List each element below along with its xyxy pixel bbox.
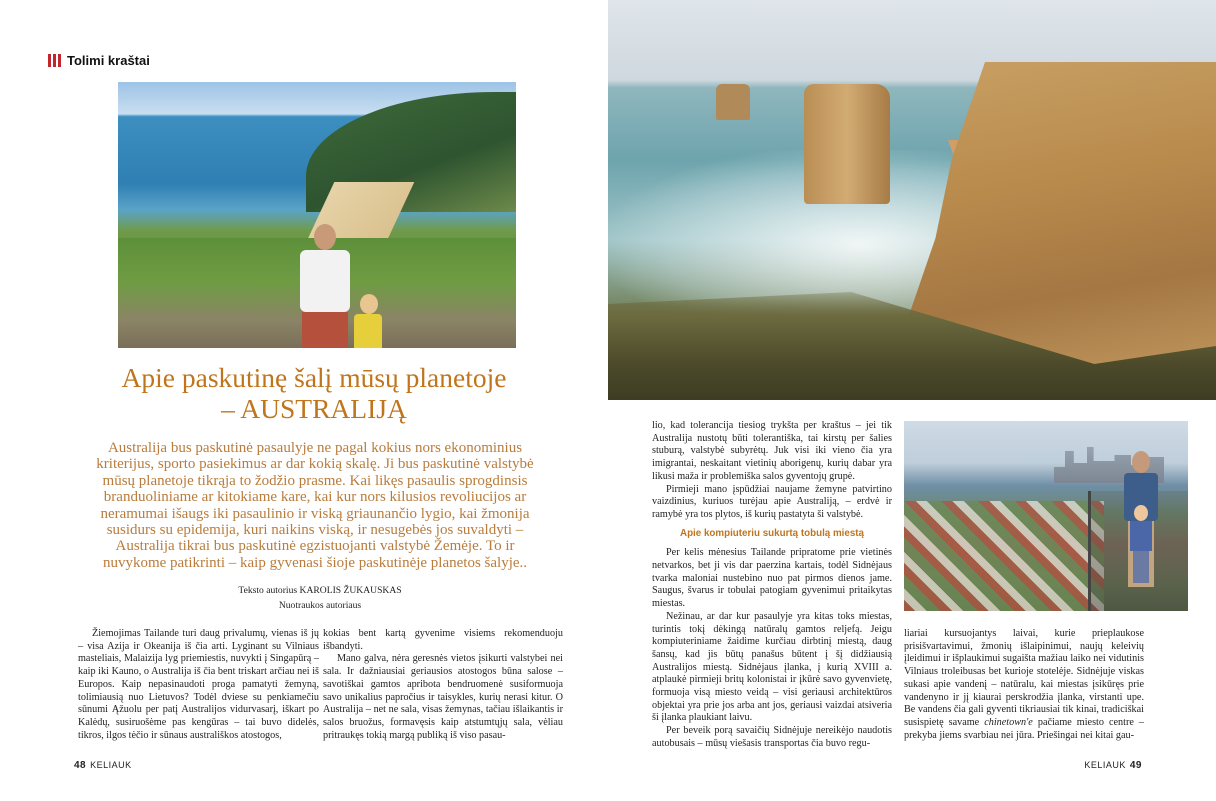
article-credits	[180, 584, 460, 613]
section-label	[48, 53, 150, 68]
body-column-2	[323, 628, 563, 742]
article-title: Apie paskutinę šalį mūsų planetoje – AUSTRALIJĄ	[121, 362, 507, 424]
credit-text-author: Teksto autorius KAROLIS ŽUKAUSKAS	[238, 585, 402, 596]
magazine-name-right: KELIAUK	[1084, 760, 1126, 770]
paragraph-text: liariai kursuojantys laivai, kurie prieplaukose prisišvartavimui, žmonių išlaipinimui, naujų keleivių įleidimui ir išplaukimui sugaišta mažiau laiko nei vidutinis Vilniaus troleibusas bet kurioje stotelėje. Sidnėjuje viskas sukasi apie vandenį – natūralu, kai miestas įsikūręs prie vandenyno ir jį kiaurai perskrodžia įlanka, virstanti upe. Be vandens čia gali gyventi tikriausiai tik kinai, tradiciškai susispietę savame	[904, 628, 1144, 728]
paragraph: Per kelis mėnesius Tailande pripratome prie vietinės netvarkos, bet ji vis dar paerzina kartais, todėl Sidnėjaus tvarka maloniai nustebino nuo pat pirmos dienos jame. Saugus, švarus ir tobulai patogiam gyvenimui pritaikytas miestas.	[652, 547, 892, 610]
paragraph: Mano galva, nėra geresnės vietos įsikurti valstybei nei sala. Ir dažniausiai geriausios atostogos būna salose – savotiškai gamtos apribota bendruomenė susiformuoja savo unikalius papročius ir taisykles, kurių nerasi kitur. O Australija – net ne sala, visas žemynas, tačiau išlaikantis ir salos bruožus, formavęsis kaip atstumtųjų sala, vėliau pritraukęs tokią margą publiką iš viso pasau-	[323, 653, 563, 741]
paragraph	[904, 628, 1144, 742]
photo-coastline-cliffs	[608, 0, 1216, 400]
page-folio-right	[1084, 760, 1146, 771]
paragraph: Žiemojimas Tailande turi daug privalumų, vienas iš jų – visa Azija ir Okeanija iš čia arti. Lyginant su Vilniaus masteliais, Malaizija lyg priemiestis, nuvykti į Singapūrą – kaip iki Kauno, o Australija iš čia bent triskart arčiau nei iš Europos. Kaip nepasinaudoti proga pamatyti žemyną, tolimiausią nuo Lietuvos? Todėl dviese su penkiamečiu sūnumi Ąžuolu per patį Australijos vidurvasarį, iškart po Kalėdų, susiruošėme pas kengūras – tai buvo didelės, tikros, ilgos tėčio ir sūnaus australiškos atostogos,	[78, 628, 319, 741]
paragraph: Pirmieji mano įspūdžiai naujame žemyne patvirtino vaizdinius, kuriuos turėjau apie Australiją, – erdvė ir ramybė yra tos plytos, iš kurių pastatyta ši valstybė.	[652, 483, 892, 520]
photo-coast-hill	[118, 82, 516, 348]
paragraph-text-end: pačiame miesto centre – prekyba jiems svarbiau nei jūra. Priešingai nei kitai gau-	[904, 716, 1145, 741]
body-column-4	[904, 628, 1144, 742]
page-folio-left	[70, 760, 132, 771]
paragraph: Per beveik porą savaičių Sidnėjuje nereikėjo naudotis autobusais – mūsų viešasis transportas čia buvo regu-	[652, 725, 892, 749]
paragraph: kokias bent kartą gyvenime visiems rekomenduoju išbandyti.	[323, 628, 563, 652]
paragraph: Nežinau, ar dar kur pasaulyje yra kitas toks miestas, turintis tokį dėkingą natūralų gamtos reljefą. Jeigu kompiuteriniame žaidime kurčiau dirbtinį miestą, daug šansų, kad jis būtų panašus būtent į šį didžiausią Australijos miestą. Sidnėjaus įlanka, į kurią XVIII a. atplaukė pirmieji britų kolonistai ir įkūrė savo gyvenvietę, formuoja visą miesto veidą – visi geriausi architektūros objektai yra prie jos arba ant jos, geriausi vaizdai atsiveria ši įlanka plaukiant laivu.	[652, 610, 892, 724]
photo-sydney-balcony	[904, 421, 1188, 611]
paragraph: lio, kad tolerancija tiesiog trykšta per kraštus – jei tik Australija nustotų būti tolerantiška, tai kirstų per šalies stuburą, valstybė subyrėtų. Juk visi iki vieno čia yra imigrantai, neskaitant vietinių aborigenų, kurių dabar yra likusi maža ir problemiška salos gyventojų grupė.	[652, 420, 892, 482]
credit-photo-author: Nuotraukos autoriaus	[278, 599, 362, 611]
body-column-1	[78, 628, 319, 742]
magazine-name-left: KELIAUK	[90, 760, 132, 770]
page-number-left: 48	[74, 760, 87, 771]
article-lead: Australija bus paskutinė pasaulyje ne pagal kokius nors ekonominius kriterijus, sporto pasiekimus ar dar kokią skalę. Ji bus paskutinė valstybė mūsų planetoje tikrąja to žodžio prasme. Kai likęs pasaulis sprogdinsis branduoliniame ar kitokiame kare, kai kur nors kilusios revoliucijos ar neramumai išaugs iki pasaulinio ir viską griaunančio lygio, kai žmonija susidurs su epidemija, kuri naikins viską, ir nesugebės jos suvaldyti – Australija tikrai bus paskutinė egzistuojanti valstybė Žemėje. To ir nuvykome patikrinti – kaip gyvenasi šioje paskutinėje planetos šalyje..	[96, 440, 534, 571]
body-column-3	[652, 420, 892, 751]
italic-term: chinetown'e	[984, 716, 1033, 728]
page-number-right: 49	[1129, 760, 1142, 771]
section-marker-icon	[48, 54, 61, 67]
section-label-text: Tolimi kraštai	[67, 53, 150, 68]
article-subheading: Apie kompiuteriu sukurtą tobulą miestą	[680, 527, 864, 539]
